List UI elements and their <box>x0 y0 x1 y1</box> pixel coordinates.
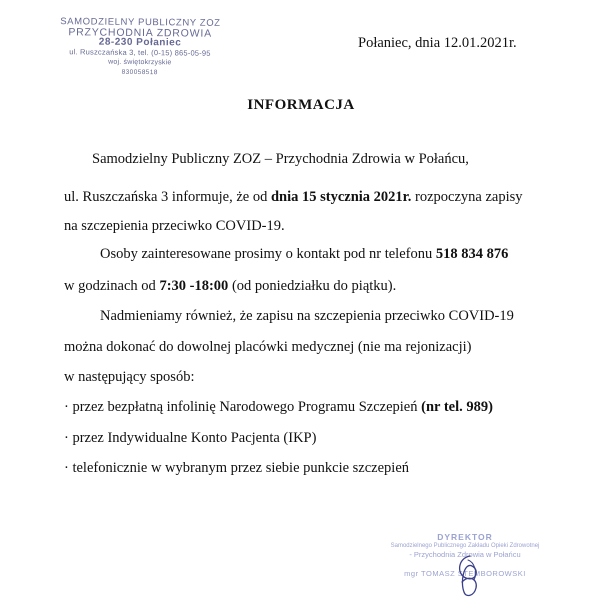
paragraph-3-line-1: Nadmieniamy również, że zapisu na szczepienia przeciwko COVID-19 <box>100 308 514 324</box>
paragraph-1-line-1: Samodzielny Publiczny ZOZ – Przychodnia Zdrowia w Połańcu, <box>92 151 469 167</box>
stamp-line-4: ul. Ruszczańska 3, tel. (0-15) 865-05-95 <box>69 47 211 58</box>
phone-number: 518 834 876 <box>435 246 509 262</box>
director-role: DYREKTOR <box>437 532 493 542</box>
director-name: mgr TOMASZ STEMBOROWSKI <box>404 569 526 578</box>
clinic-stamp <box>60 17 221 79</box>
paragraph-3-line-3: w następujący sposób: <box>64 369 195 385</box>
bullet-item-phone: · telefonicznie w wybranym przez siebie punkcie szczepień <box>64 460 410 476</box>
bullet-item-infoline: · przez bezpłatną infolinię Narodowego Programu Szczepień (nr tel. 989) <box>64 399 493 415</box>
start-date: dnia 15 stycznia 2021r. <box>270 189 412 205</box>
paragraph-1-line-3: na szczepienia przeciwko COVID-19. <box>64 218 285 234</box>
bullet-item-ikp: · przez Indywidualne Konto Pacjenta (IKP) <box>64 430 317 446</box>
paragraph-3-line-2: można dokonać do dowolnej placówki medycznej (nie ma rejonizacji) <box>64 339 472 355</box>
stamp-line-2: PRZYCHODNIA ZDROWIA <box>68 26 212 40</box>
director-org-line-1: Samodzielnego Publicznego Zakładu Opieki Zdrowotnej <box>390 543 540 549</box>
paragraph-1-line-2: ul. Ruszczańska 3 informuje, że od dnia 15 stycznia 2021r. rozpoczyna zapisy <box>64 189 523 205</box>
stamp-line-1: SAMODZIELNY PUBLICZNY ZOZ <box>60 16 221 29</box>
paragraph-2-line-1: Osoby zainteresowane prosimy o kontakt pod nr telefonu 518 834 876 <box>100 246 509 262</box>
paragraph-2-line-2: w godzinach od 7:30 -18:00 (od poniedziałku do piątku). <box>64 278 397 294</box>
infoline-number: (nr tel. 989) <box>421 399 493 415</box>
handwritten-signature <box>440 552 500 600</box>
stamp-line-6: 830058518 <box>121 68 158 77</box>
opening-hours: 7:30 -18:00 <box>159 278 229 294</box>
director-org-line-2: - Przychodnia Zdrowia w Połańcu <box>409 550 521 559</box>
page-title: INFORMACJA <box>247 97 355 113</box>
date-line: Połaniec, dnia 12.01.2021r. <box>358 35 517 51</box>
stamp-line-3: 28-230 Połaniec <box>98 36 182 49</box>
stamp-line-5: woj. świętokrzyskie <box>108 58 172 67</box>
